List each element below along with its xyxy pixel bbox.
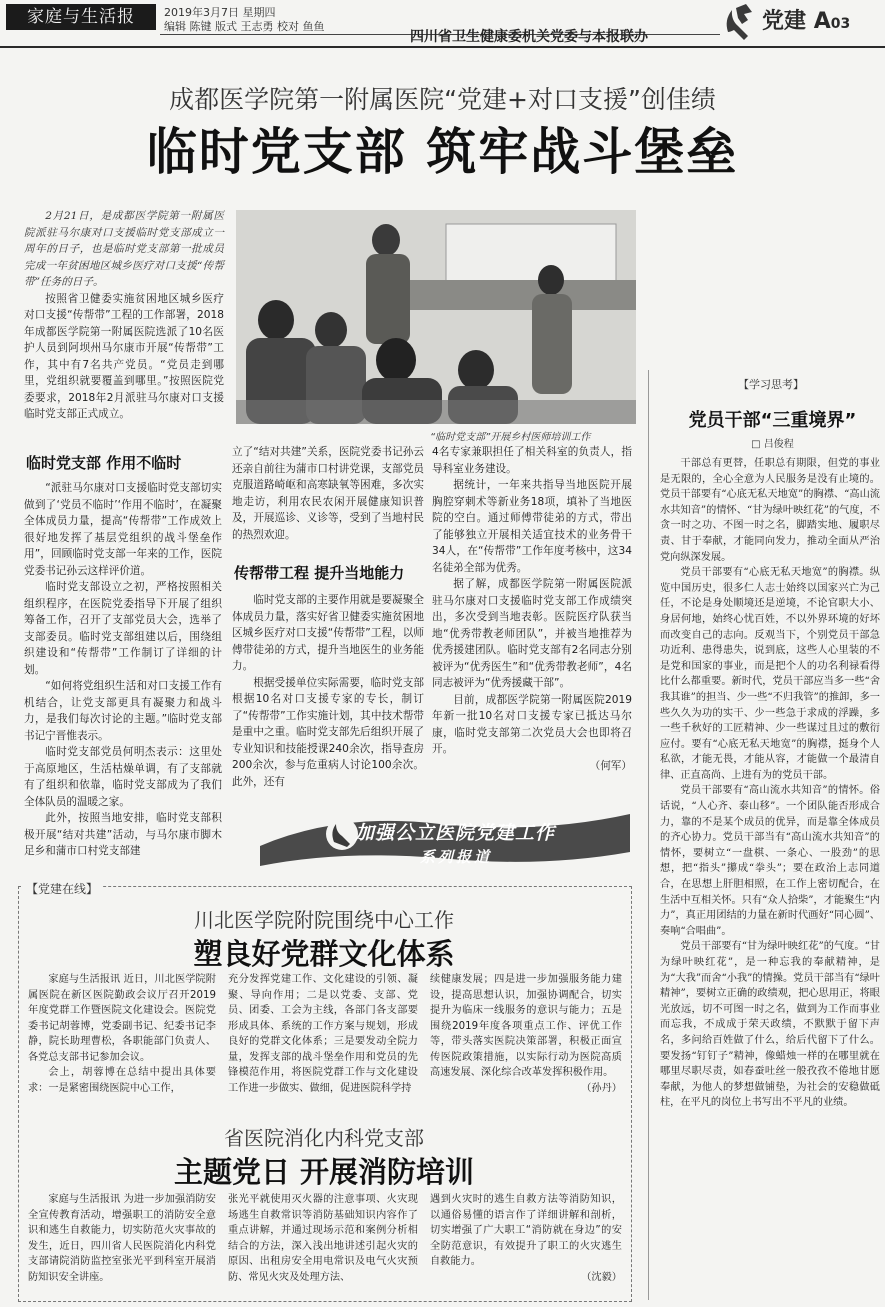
series-title: 加强公立医院党建工作 xyxy=(355,822,556,844)
story1-column-3 xyxy=(430,972,622,1096)
story2-headline: 主题党日 开展消防培训 xyxy=(173,1155,475,1189)
section-letter: A xyxy=(813,9,831,34)
lead-c2-paragraph: 根据受援单位实际需要，临时党支部根据10名对口支援专家的专长，制订了“传帮带”工作实施计划，其中技术帮带是重中之重。临时党支部先后组织开展了专业知识和技能授课240余次，指导查房200余次，参与危重病人讨论100余次。此外，还有 xyxy=(232,676,424,788)
page-number: 03 xyxy=(830,16,851,32)
story2-column-3 xyxy=(430,1192,622,1285)
story2-column-1 xyxy=(28,1192,216,1285)
lead-c2-paragraph: 立了“结对共建”关系，医院党委书记孙云还亲自前往为蒲市口村讲党课，支部党员克服道路崎岖和高寒缺氧等困难，多次实地走访，利用农民农闲开展健康知识普及，开展巡诊、义诊等，受到了当地村民的热烈欢迎。 xyxy=(232,446,424,541)
lead-c1-paragraph: 临时党支部设立之初，严格按照相关组织程序，在医院党委指导下开展了组织筹备工作，召开了支部党员大会，选举了支部委员。临时党支部组建以后，围绕组织建设和“传帮带”工作制订了详细的计划。 xyxy=(24,581,222,676)
series-subtitle: 系列报道 xyxy=(420,848,493,866)
study-paragraph: 干部总有更替，任职总有期限，但党的事业是无限的，全心全意为人民服务是没有止境的。党员干部要有“心底无私天地宽”的胸襟、“高山流水共知音”的情怀、“甘为绿叶映红花”的气度，不贪一时之功、不图一时之名，脚踏实地、履职尽责、甘于奉献，才能同向发力，推动全面从严治党向纵深发展。 xyxy=(660,458,880,563)
lead-c1-paragraph: “派驻马尔康对口支援临时党支部切实做到了‘党员不临时’‘作用不临时’，在凝聚全体成员力量，提高“传帮带”工作成效上很好地发挥了基层党组织的战斗堡垒作用”，回顾临时党支部一年来的工作，医院党委书记孙云这样评价道。 xyxy=(24,482,222,577)
story1-paragraph: 充分发挥党建工作、文化建设的引领、凝聚、导向作用；二是以党委、支部、党员、团委、工会为主线，各部门各支部要形成具体、系统的工作方案与规划，形成良好的党群文化体系；三是要发动全院力量，发挥支部的战斗堡垒作用和党员的先锋模范作用，将医院党群工作与文化建设工作进一步做实、做细，促进医院科学持 xyxy=(228,974,418,1094)
story2-kicker: 省医院消化内科党支部 xyxy=(224,1126,424,1150)
lead-c2-paragraph: 临时党支部的主要作用就是要凝聚全体成员力量，落实好省卫健委实施贫困地区城乡医疗对口支援“传帮带”工程，以师傅带徒弟的方式，提升当地医生的业务能力。 xyxy=(232,594,424,672)
section-header xyxy=(762,4,850,35)
issue-date: 2019年3月7日 星期四 xyxy=(164,6,276,19)
study-column-title: 党员干部“三重境界” xyxy=(688,410,857,431)
study-column-body xyxy=(660,456,880,1111)
story2-byline: （沈毅） xyxy=(581,1271,622,1283)
section-name: 党建 xyxy=(762,9,807,34)
lead-column-2b xyxy=(232,592,424,790)
study-column-author: □ 吕俊程 xyxy=(751,439,794,450)
story1-paragraph: 家庭与生活报讯 近日，川北医学院附属医院在新区医院勤政会议厅召开2019年度党群工作暨医院文化建设会。医院党委书记胡蓉博，党委副书记、纪委书记李静，院长助理曹松，各职能部门负责人、各党总支部书记参加会议。 xyxy=(28,974,216,1063)
paper-masthead: 家庭与生活报 xyxy=(6,4,156,30)
study-paragraph: 党员干部要有“高山流水共知音”的情怀。俗话说，“人心齐、泰山移”。一个团队能否形成合力，靠的不是某个成员的优异，而是靠全体成员的齐心协力。党员干部当有“高山流水共知音”的情怀，要树立“一盘棋、一条心、一股劲”的思想，把“指头”攥成“拳头”；要在政治上志同道合，在思想上肝胆相照，在工作上密切配合，在生活中互相关怀。只有“众人拾柴”，才能聚生“内力”，真正用团结的力量在新时代画好“同心圆”、奏响“合唱曲”。 xyxy=(660,785,880,937)
lead-intro-column xyxy=(24,208,224,423)
study-paragraph: 党员干部要有“甘为绿叶映红花”的气度。“甘为绿叶映红花”，是一种忘我的奉献精神，是为“大我”而舍“小我”的情操。党员干部当有“绿叶精神”，要树立正确的政绩观，把心思用正，将眼光放远，切不可图一时之名，做到为工作而事业而忘我，不成成于荣天政绩，不默默于留下声名，多问给百姓做了什么，给后代留下了什么。要发扬“钉钉子”精神，像蜡烛一样的在哪里就在哪里尽职尽责，如春蚕吐丝一般孜孜不倦地甘愿奉献，为他人的梦想做铺垫，为社会的安稳做砥柱，在平凡的岗位上书写出不平凡的业绩。 xyxy=(660,941,880,1109)
story2-paragraph: 家庭与生活报讯 为进一步加强消防安全宣传教育活动，增强职工的消防安全意识和逃生自救能力，切实防范火灾事故的发生，近日，四川省人民医院消化内科党支部请院消防监控室张光平到科室开展消防知识安全讲座。 xyxy=(28,1194,216,1283)
story1-column-1 xyxy=(28,972,216,1096)
lead-subhead-2: 传帮带工程 提升当地能力 xyxy=(234,564,405,582)
lead-byline: （何军） xyxy=(589,759,632,772)
top-divider xyxy=(0,46,885,48)
story2-paragraph: 遇到火灾时的逃生自救方法等消防知识，以通俗易懂的语言作了详细讲解和剖析，切实增强了广大职工“消防就在身边”的安全防范意识，有效提升了职工的火灾逃生自救能力。 xyxy=(430,1194,622,1267)
lead-c3-paragraph: 据了解，成都医学院第一附属医院派驻马尔康对口支援临时党支部工作成绩突出，多次受到当地表彰。医院医疗队获当地“优秀带教老师团队”，并被当地推荐为优秀援建团队。临时党支部有2名同志分别被评为“优秀医生”和“优秀带教老师”，4名同志被评为“优秀援藏干部”。 xyxy=(432,578,632,689)
party-emblem-icon xyxy=(722,2,756,42)
lead-c3-paragraph: 4名专家兼职担任了相关科室的负责人，指导科室业务建设。 xyxy=(432,446,632,475)
study-column-label: 【学习思考】 xyxy=(738,378,804,391)
story1-column-2 xyxy=(228,972,418,1096)
story1-byline: （孙丹） xyxy=(581,1082,622,1094)
lead-kicker: 成都医学院第一附属医院“党建+对口支援”创佳绩 xyxy=(169,85,716,114)
lead-column-1 xyxy=(24,480,222,860)
lead-paragraph-1: 按照省卫健委实施贫困地区城乡医疗对口支援“传帮带”工程的工作部署，2018年成都医学院第一附属医院选派了10名医护人员到阿坝州马尔康市开展“传帮带”工作，其中有7名共产党员。“党员走到哪里，党组织就要覆盖到哪里。”按照医院党委要求，2018年2月派驻马尔康对口支援临时党支部正式成立。 xyxy=(24,292,224,420)
lead-c1-paragraph: 此外，按照当地安排，临时党支部积极开展“结对共建”活动，与马尔康市脚木足乡和蒲市口村党支部建 xyxy=(24,812,222,857)
training-photo xyxy=(236,210,636,424)
lead-column-3 xyxy=(432,444,632,774)
lead-c3-paragraph: 据统计，一年来共指导当地医院开展胸腔穿刺术等新业务18项，填补了当地医院的空白。通过师傅带徒弟的方式，带出了能够独立开展相关适宜技术的业务骨干34人，在“传帮带”工作年度考核中，这34名徒弟全部为优秀。 xyxy=(432,479,632,574)
story1-kicker: 川北医学院附院围绕中心工作 xyxy=(194,908,454,932)
co-sponsor-banner: 四川省卫生健康委机关党委与本报联办 xyxy=(410,29,648,45)
column-divider xyxy=(648,370,649,1300)
lead-column-2 xyxy=(232,444,424,543)
lead-c1-paragraph: 临时党支部党员何明杰表示：这里处于高原地区，生活枯燥单调，有了支部就有了组织和依靠，临时党支部成为了我们全体队员的温暖之家。 xyxy=(24,746,222,808)
story2-column-2 xyxy=(228,1192,418,1285)
lead-subhead-1: 临时党支部 作用不临时 xyxy=(26,454,182,472)
story1-paragraph: 续健康发展；四是进一步加强服务能力建设，提高思想认识，加强协调配合，切实提升为临床一线服务的意识与能力；五是围绕2019年度各项重点工作、评优工作等，带头落实医院决策部署，积极正面宣传医院政策措施，以实际行动为医院高质高速发展、深化综合改革发挥积极作用。 xyxy=(430,974,622,1078)
lead-c1-paragraph: “如何将党组织生活和对口支援工作有机结合，让党支部更具有凝聚力和战斗力，是我们每次讨论的主题。”临时党支部书记宁晋惟表示。 xyxy=(24,680,222,742)
story1-headline: 塑良好党群文化体系 xyxy=(193,937,455,971)
photo-caption: “临时党支部”开展乡村医师培训工作 xyxy=(430,432,591,443)
lead-headline: 临时党支部 筑牢战斗堡垒 xyxy=(146,122,739,181)
lead-intro: 2月21日，是成都医学院第一附属医院派驻马尔康对口支援临时党支部成立一周年的日子，也是临时党支部第一批成员完成一年贫困地区城乡医疗对口支援“传帮带”任务的日子。 xyxy=(24,210,224,288)
editor-credits: 编辑 陈键 版式 王志勇 校对 鱼鱼 xyxy=(164,20,325,33)
online-section-label: 【党建在线】 xyxy=(22,880,102,897)
lead-c3-paragraph: 目前，成都医学院第一附属医院2019年新一批10名对口支援专家已抵达马尔康，临时党支部第二次党员大会也即将召开。 xyxy=(432,693,632,755)
study-paragraph: 党员干部要有“心底无私天地宽”的胸襟。纵览中国历史，很多仁人志士始终以国家兴亡为己任，不论是身处顺境还是逆境，不论官职大小、身居何地，始终心忧百姓，不以外界环境的好坏而改变自己的志向。反观当下，个别党员干部急功近利、患得患失，说到底，这些人心里装的不是党和国家的事业，而是把个人的功名利禄看得比什么都重要。新时代，党员干部应当多一些“舍我其谁”的担当、少一些“不归我管”的推卸，多一些久久为功的实干、少一些急于求成的浮躁，多一些千秋好的工匠精神、少一些谋过且过的敷衍应付。要有“心底无私天地宽”的胸襟，挺身个人私欲，才能无畏，才能从容，才能做一个最清自律、正直高尚、上进有为的党员干部。 xyxy=(660,567,880,781)
story1-paragraph: 会上，胡蓉博在总结中提出具体要求：一是紧密围绕医院中心工作， xyxy=(28,1067,216,1094)
story2-paragraph: 张光平就使用灭火器的注意事项、火灾现场逃生自救常识等消防基础知识内容作了重点讲解，并通过现场示范和案例分析相结合的方法，深入浅出地讲述引起火灾的原因、出租房安全用电常识及电气火灾预防、常见火灾及处理方法、 xyxy=(228,1194,418,1283)
